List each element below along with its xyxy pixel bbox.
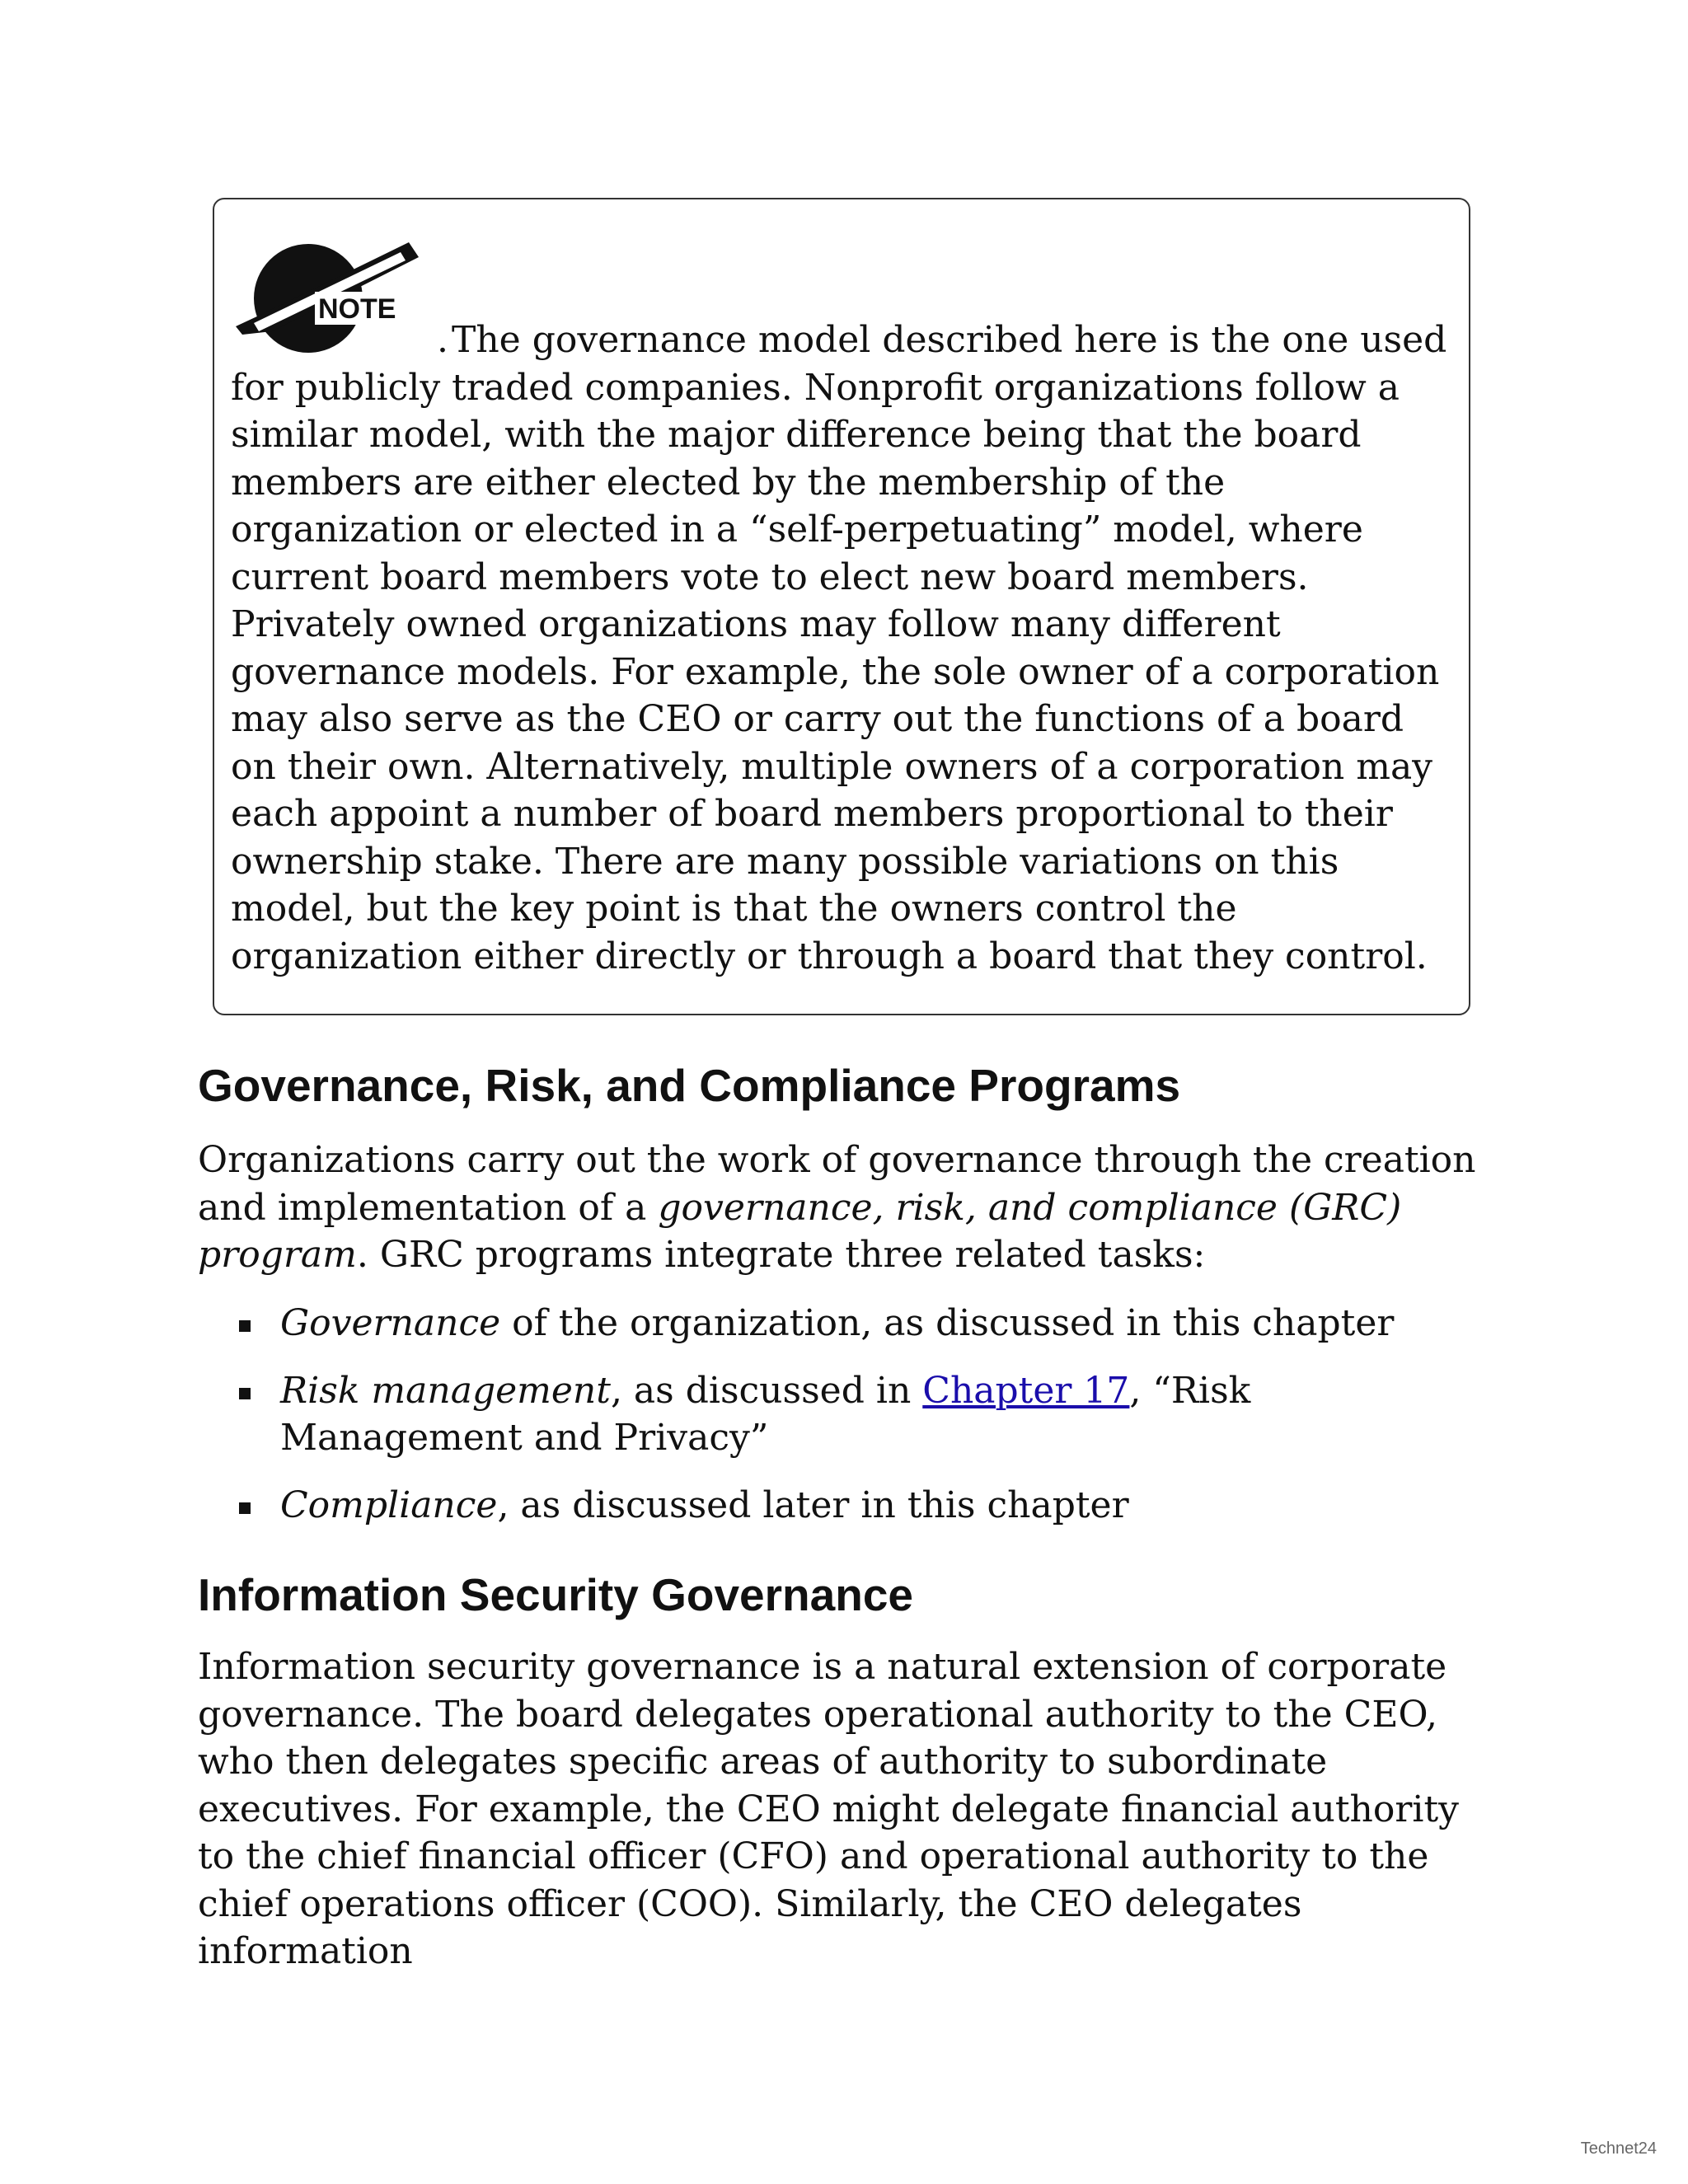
bullet-text: , as discussed in: [610, 1369, 923, 1412]
grc-intro-paragraph: [198, 1137, 1484, 1279]
bullet-emphasis: Compliance: [280, 1483, 498, 1526]
bullet-square-icon: [239, 1388, 251, 1399]
note-body: The governance model described here is the one used for publicly traded companies. Nonprofit organizations follow a similar model, with the major difference being that the board members are either elected by the membership of the organization or elected in a “self-perpetuating” model, where current board members vote to elect new board members. Privately owned organizations may follow many different governance models. For example, the sole owner of a corporation may also serve as the CEO or carry out the functions of a board on their own. Alternatively, multiple owners of a corporation may each appoint a number of board members proportional to their ownership stake. There are many possible variations on this model, but the key point is that the owners control the organization either directly or through a board that they control.: [231, 319, 1447, 977]
note-text: [231, 316, 1459, 980]
footer-watermark: Technet24: [1580, 2139, 1657, 2158]
grc-intro-text-2: . GRC programs integrate three related tasks:: [356, 1234, 1206, 1276]
note-lead-dot: .: [437, 319, 448, 361]
heading-information-security-governance: Information Security Governance: [198, 1569, 913, 1620]
isg-paragraph: Information security governance is a natural extension of corporate governance. The board delegates operational authority to the CEO, who then delegates specific areas of authority to subordinate executives. For example, the CEO might delegate financial authority to the chief financial officer (CFO) and operational authority to the chief operations officer (COO). Similarly, the CEO delegates information: [198, 1646, 1460, 1972]
bullet-emphasis: Risk management: [280, 1369, 611, 1412]
bullet-square-icon: [239, 1320, 251, 1332]
list-item: [239, 1300, 1492, 1347]
bullet-text: , as discussed later in this chapter: [497, 1483, 1129, 1526]
note-icon-label: NOTE: [318, 293, 396, 325]
bullet-square-icon: [239, 1502, 251, 1514]
grc-intro-text-1: Organizations carry out the work of governance through the creation and implementation of a: [198, 1139, 1476, 1229]
bullet-text: of the organization, as discussed in this chapter: [500, 1302, 1395, 1344]
grc-intro-emphasis: governance, risk, and compliance (GRC) program: [198, 1186, 1402, 1276]
bullet-text: , “Risk Management and Privacy”: [280, 1369, 1251, 1459]
heading-grc: Governance, Risk, and Compliance Programs: [198, 1060, 1181, 1111]
bullet-emphasis: Governance: [280, 1302, 501, 1344]
chapter-17-link[interactable]: Chapter 17: [922, 1369, 1130, 1412]
grc-task-list: [239, 1300, 1492, 1549]
list-item: [239, 1482, 1492, 1530]
list-item: [239, 1367, 1492, 1462]
